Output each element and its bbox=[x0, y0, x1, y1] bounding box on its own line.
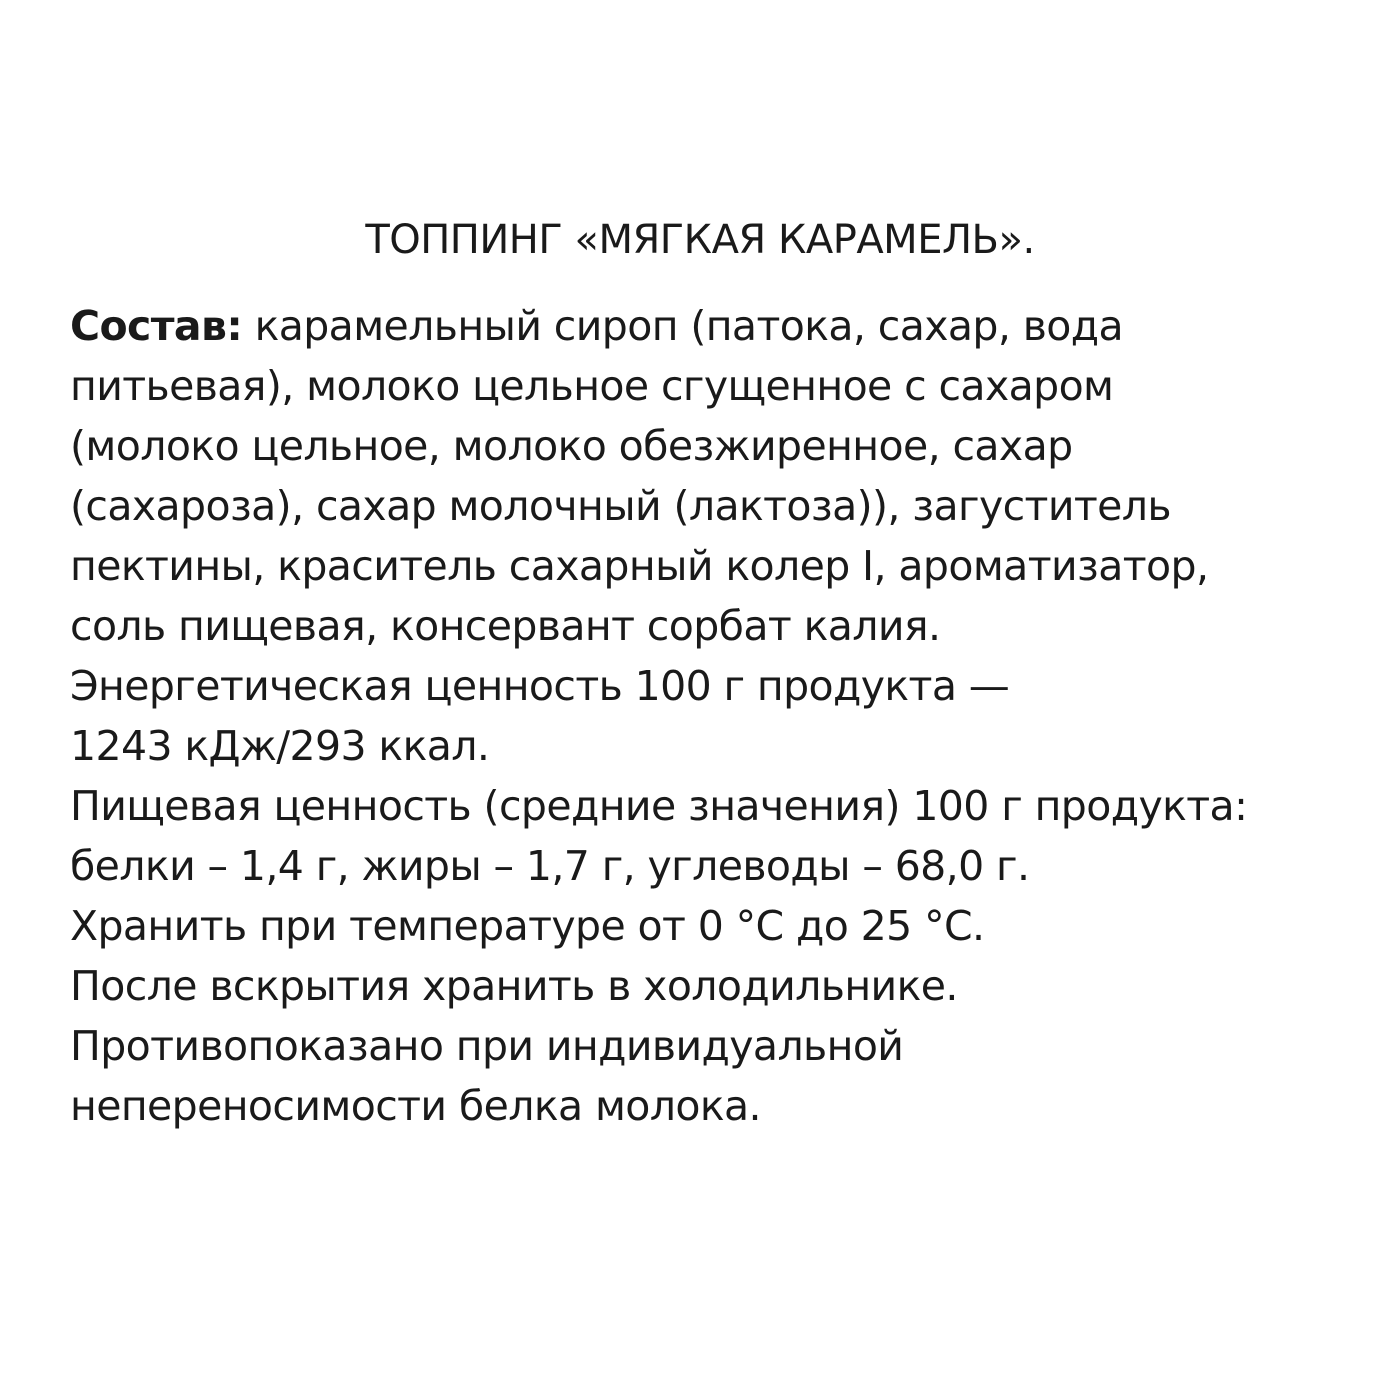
composition-label: Состав: bbox=[70, 302, 243, 350]
composition-text-1: карамельный сироп (патока, сахар, вода bbox=[242, 302, 1124, 350]
composition-line-2: питьевая), молоко цельное сгущенное с сахаром bbox=[70, 362, 1114, 410]
composition-line-6: соль пищевая, консервант сорбат калия. bbox=[70, 602, 941, 650]
composition-line-4: (сахароза), сахар молочный (лактоза)), загуститель bbox=[70, 482, 1171, 530]
contraindication-line-1: Противопоказано при индивидуальной bbox=[70, 1022, 904, 1070]
nutrition-value-line-2: белки – 1,4 г, жиры – 1,7 г, углеводы – 68,0 г. bbox=[70, 842, 1030, 890]
storage-temperature-line: Хранить при температуре от 0 °С до 25 °С. bbox=[70, 902, 985, 950]
product-description bbox=[70, 296, 1370, 1136]
product-title: ТОППИНГ «МЯГКАЯ КАРАМЕЛЬ». bbox=[365, 217, 1035, 263]
energy-value-line-1: Энергетическая ценность 100 г продукта — bbox=[70, 662, 1010, 710]
energy-value-line-2: 1243 кДж/293 ккал. bbox=[70, 722, 490, 770]
composition-line-3: (молоко цельное, молоко обезжиренное, сахар bbox=[70, 422, 1073, 470]
nutrition-value-line-1: Пищевая ценность (средние значения) 100 г продукта: bbox=[70, 782, 1248, 830]
composition-line-1 bbox=[70, 296, 1370, 356]
composition-line-5: пектины, краситель сахарный колер I, ароматизатор, bbox=[70, 542, 1209, 590]
storage-after-opening-line: После вскрытия хранить в холодильнике. bbox=[70, 962, 958, 1010]
contraindication-line-2: непереносимости белка молока. bbox=[70, 1082, 761, 1130]
